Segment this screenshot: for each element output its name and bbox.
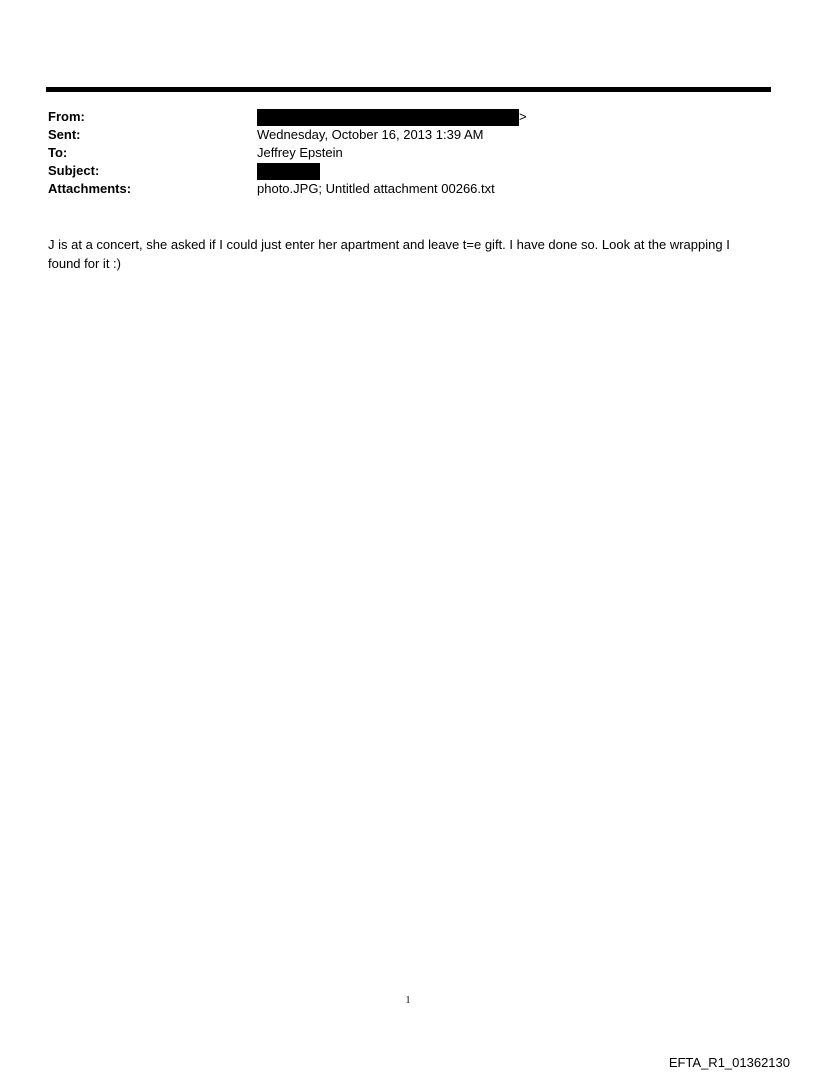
redaction-block xyxy=(257,163,320,180)
to-label: To: xyxy=(48,145,68,160)
header-divider xyxy=(46,87,771,92)
page-number: 1 xyxy=(405,995,411,1006)
from-row xyxy=(48,108,768,126)
from-value xyxy=(257,108,527,126)
attachments-row xyxy=(48,180,768,198)
from-label: From: xyxy=(48,109,85,124)
subject-label: Subject: xyxy=(48,163,100,178)
email-body: J is at a concert, she asked if I could just enter her apartment and leave t=e gift. I have done so. Look at the wrapping I found for it :) xyxy=(48,237,730,271)
email-header xyxy=(48,108,768,198)
attachments-value: photo.JPG; Untitled attachment 00266.txt xyxy=(257,181,495,196)
to-row xyxy=(48,144,768,162)
from-value-suffix: > xyxy=(519,109,527,124)
redaction-block xyxy=(257,109,519,126)
sent-row xyxy=(48,126,768,144)
sent-label: Sent: xyxy=(48,127,81,142)
subject-row xyxy=(48,162,768,180)
to-value: Jeffrey Epstein xyxy=(257,145,343,160)
sent-value: Wednesday, October 16, 2013 1:39 AM xyxy=(257,127,484,142)
subject-value xyxy=(257,162,320,180)
attachments-label: Attachments: xyxy=(48,181,132,196)
document-id: EFTA_R1_01362130 xyxy=(668,1055,790,1070)
